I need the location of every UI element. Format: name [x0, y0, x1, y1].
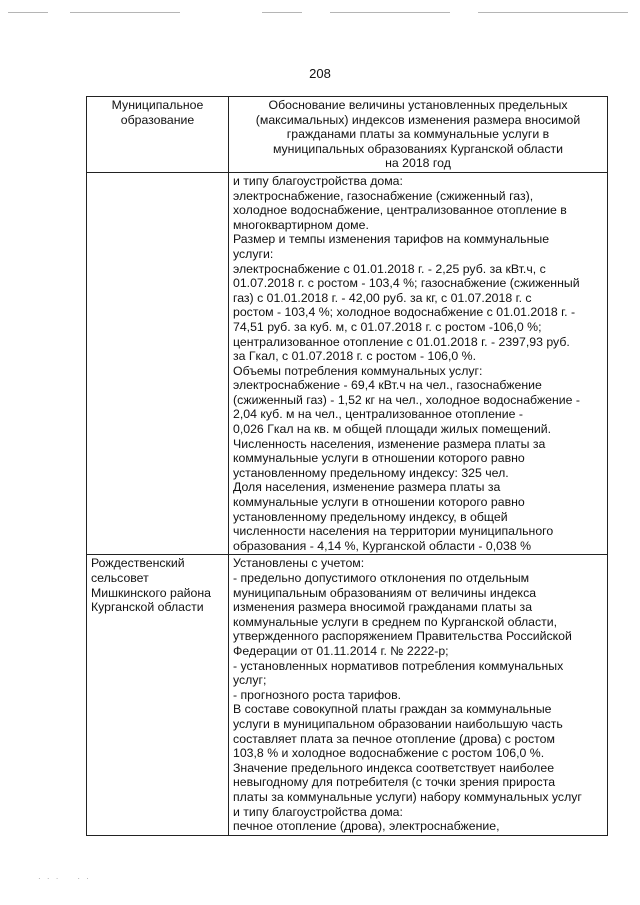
- header-line: Обоснование величины установленных предельных: [268, 98, 568, 112]
- municipality-line: Мишкинского района: [91, 585, 212, 600]
- scan-artifact-line: [330, 12, 450, 13]
- text-line: холодное водоснабжение, централизованное отопление в: [233, 203, 567, 218]
- municipality-line: Рождественский: [91, 556, 185, 571]
- scan-artifact-mark: · · · · ·: [38, 874, 91, 883]
- justification-table: [86, 96, 608, 836]
- text-line: составляет плата за печное отопление (дрова) с ростом: [233, 731, 555, 746]
- text-line: централизованное отопление с 01.01.2018 г. - 2397,93 руб.: [233, 334, 570, 349]
- text-line: коммунальные услуги в отношении которого равно: [233, 495, 525, 510]
- header-line: гражданами платы за коммунальные услуги в: [286, 127, 550, 142]
- scan-artifact-line: [70, 12, 180, 13]
- text-line: Установлены с учетом:: [233, 556, 365, 571]
- header-line: на 2018 год: [385, 156, 451, 171]
- scan-artifact-line: [8, 12, 48, 13]
- text-line: образования - 4,14 %, Курганской области - 0,038 %: [233, 538, 532, 553]
- text-line: электроснабжение - 69,4 кВт.ч на чел., газоснабжение: [233, 378, 542, 393]
- text-line: установленному предельному индексу: 325 чел.: [233, 465, 509, 480]
- text-line: - предельно допустимого отклонения по отдельным: [233, 571, 530, 585]
- page-number: 208: [309, 66, 331, 81]
- text-line: коммунальные услуги в среднем по Курганской области,: [233, 614, 558, 629]
- justification-cell: [229, 172, 608, 554]
- text-line: утвержденного распоряжением Правительства Российской: [233, 629, 572, 644]
- table-header-row: [87, 97, 608, 173]
- text-line: изменения размера вносимой гражданами платы за: [233, 600, 533, 615]
- text-line: 2,04 куб. м на чел., централизованное отопление -: [233, 407, 523, 422]
- header-line: Муниципальное: [111, 98, 204, 112]
- text-line: коммунальные услуги в отношении которого равно: [233, 451, 525, 466]
- text-line: 74,51 руб. за куб. м, с 01.07.2018 г. с ростом -106,0 %;: [233, 319, 542, 334]
- text-line: муниципальным образованиям от величины индекса: [233, 585, 537, 600]
- text-line: услуги:: [233, 246, 274, 261]
- text-line: Доля населения, изменение размера платы за: [233, 480, 501, 495]
- text-line: за Гкал, с 01.07.2018 г. с ростом - 106,0 %.: [233, 349, 477, 364]
- text-line: Федерации от 01.11.2014 г. № 2222-р;: [233, 643, 449, 658]
- text-line: Объемы потребления коммунальных услуг:: [233, 363, 483, 378]
- municipality-cell: [87, 555, 229, 835]
- text-line: (сжиженный газ) - 1,52 кг на чел., холодное водоснабжение -: [233, 392, 581, 407]
- text-line: - установленных нормативов потребления коммунальных: [233, 658, 564, 673]
- municipality-line: Курганской области: [91, 600, 204, 615]
- text-line: электроснабжение с 01.01.2018 г. - 2,25 руб. за кВт.ч, с: [233, 261, 546, 276]
- header-line: (максимальных) индексов изменения размера вносимой: [255, 112, 581, 127]
- text-line: ростом - 103,4 %; холодное водоснабжение с 01.01.2018 г. -: [233, 305, 576, 320]
- text-line: В составе совокупной платы граждан за коммунальные: [233, 702, 552, 717]
- text-line: численности населения на территории муниципального: [233, 524, 554, 539]
- text-line: услуги в муниципальном образовании наибольшую часть: [233, 716, 563, 731]
- text-line: Значение предельного индекса соответствует наиболее: [233, 760, 555, 775]
- text-line: Численность населения, изменение размера платы за: [233, 436, 546, 451]
- text-line: невыгодному для потребителя (с точки зрения прироста: [233, 775, 556, 790]
- text-line: и типу благоустройства дома:: [233, 804, 403, 819]
- text-line: - прогнозного роста тарифов.: [233, 687, 402, 702]
- scan-artifact-line: [478, 12, 628, 13]
- text-line: газ) с 01.01.2018 г. - 42,00 руб. за кг, с 01.07.2018 г. с: [233, 290, 532, 305]
- text-line: электроснабжение, газоснабжение (сжиженный газ),: [233, 188, 534, 203]
- text-line: платы за коммунальные услуги) набору коммунальных услуг: [233, 789, 582, 804]
- header-justification: [229, 97, 608, 173]
- municipality-line: сельсовет: [91, 571, 149, 585]
- text-line: 01.07.2018 г. с ростом - 103,4 %; газоснабжение (сжиженный: [233, 276, 580, 291]
- text-line: установленному предельному индексу, в общей: [233, 509, 508, 524]
- header-municipality: [87, 97, 229, 173]
- text-line: печное отопление (дрова), электроснабжение,: [233, 819, 500, 834]
- scan-artifact-line: [262, 12, 302, 13]
- text-line: многоквартирном доме.: [233, 217, 369, 232]
- text-line: 103,8 % и холодное водоснабжение с ростом 106,0 %.: [233, 746, 545, 761]
- table-row: [87, 555, 608, 835]
- header-line: образование: [120, 112, 195, 127]
- municipality-cell: [87, 172, 229, 554]
- text-line: и типу благоустройства дома:: [233, 173, 403, 188]
- text-line: Размер и темпы изменения тарифов на коммунальные: [233, 232, 550, 247]
- text-line: услуг;: [233, 673, 267, 688]
- table-row: [87, 172, 608, 554]
- header-line: муниципальных образованиях Курганской области: [272, 141, 564, 156]
- justification-cell: [229, 555, 608, 835]
- text-line: 0,026 Гкал на кв. м общей площади жилых помещений.: [233, 422, 552, 437]
